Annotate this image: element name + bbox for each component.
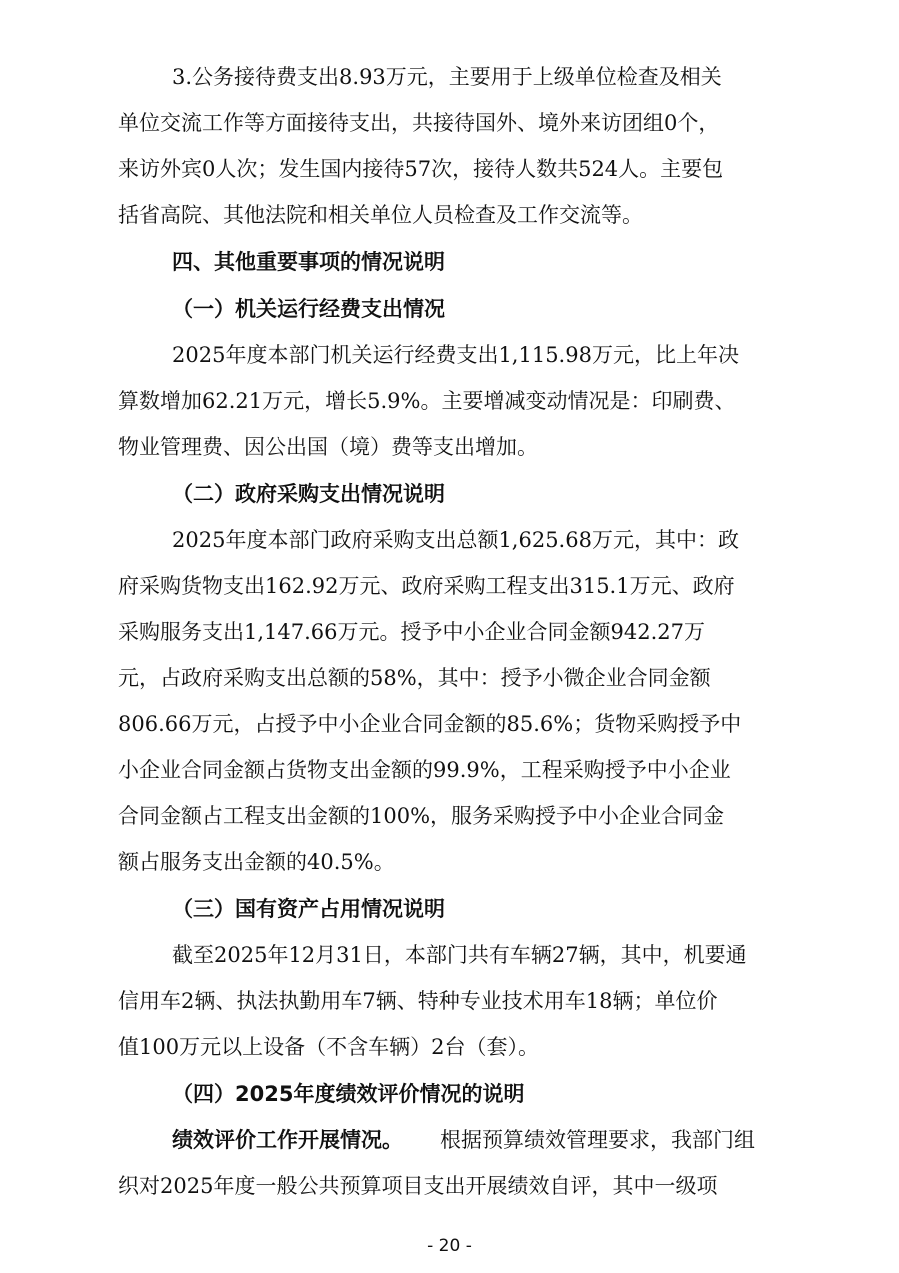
paragraph-line: 2025年度本部门机关运行经费支出1,115.98万元，比上年决 (172, 343, 739, 367)
paragraph-line: 单位交流工作等方面接待支出，共接待国外、境外来访团组0个， (118, 111, 720, 135)
paragraph-line: 截至2025年12月31日，本部门共有车辆27辆，其中，机要通 (172, 943, 747, 967)
paragraph-line: 物业管理费、因公出国（境）费等支出增加。 (118, 435, 538, 459)
paragraph-line: 织对2025年度一般公共预算项目支出开展绩效自评，其中一级项 (118, 1174, 718, 1198)
bold-lead-text: 绩效评价工作开展情况。 (172, 1128, 403, 1152)
paragraph-line: 元，占政府采购支出总额的58%，其中：授予小微企业合同金额 (118, 666, 711, 690)
page-number: - 20 - (427, 1236, 472, 1256)
paragraph-line: 额占服务支出金额的40.5%。 (118, 850, 395, 874)
paragraph-line: 值100万元以上设备（不含车辆）2台（套）。 (118, 1035, 539, 1059)
subsection-heading: （一）机关运行经费支出情况 (172, 297, 445, 321)
subsection-heading: （四）2025年度绩效评价情况的说明 (172, 1082, 525, 1106)
paragraph-line: 括省高院、其他法院和相关单位人员检查及工作交流等。 (118, 203, 643, 227)
paragraph-line: 806.66万元，占授予中小企业合同金额的85.6%；货物采购授予中 (118, 712, 742, 736)
subsection-heading: （二）政府采购支出情况说明 (172, 482, 445, 506)
paragraph-line: 小企业合同金额占货物支出金额的99.9%，工程采购授予中小企业 (118, 758, 731, 782)
paragraph-line: 来访外宾0人次；发生国内接待57次，接待人数共524人。主要包 (118, 157, 724, 181)
section-heading: 四、其他重要事项的情况说明 (172, 250, 445, 274)
paragraph-line: 3.公务接待费支出8.93万元，主要用于上级单位检查及相关 (172, 65, 722, 89)
paragraph-line: 合同金额占工程支出金额的100%，服务采购授予中小企业合同金 (118, 804, 725, 828)
paragraph-line: 采购服务支出1,147.66万元。授予中小企业合同金额942.27万 (118, 620, 705, 644)
subsection-heading: （三）国有资产占用情况说明 (172, 897, 445, 921)
paragraph-line: 信用车2辆、执法执勤用车7辆、特种专业技术用车18辆；单位价 (118, 989, 718, 1013)
paragraph-line: 算数增加62.21万元，增长5.9%。主要增减变动情况是：印刷费、 (118, 389, 736, 413)
paragraph-line: 府采购货物支出162.92万元、政府采购工程支出315.1万元、政府 (118, 574, 735, 598)
paragraph-line: 2025年度本部门政府采购支出总额1,625.68万元，其中：政 (172, 528, 739, 552)
paragraph-line: 绩效评价工作开展情况。 根据预算绩效管理要求，我部门组 (0, 1118, 899, 1162)
